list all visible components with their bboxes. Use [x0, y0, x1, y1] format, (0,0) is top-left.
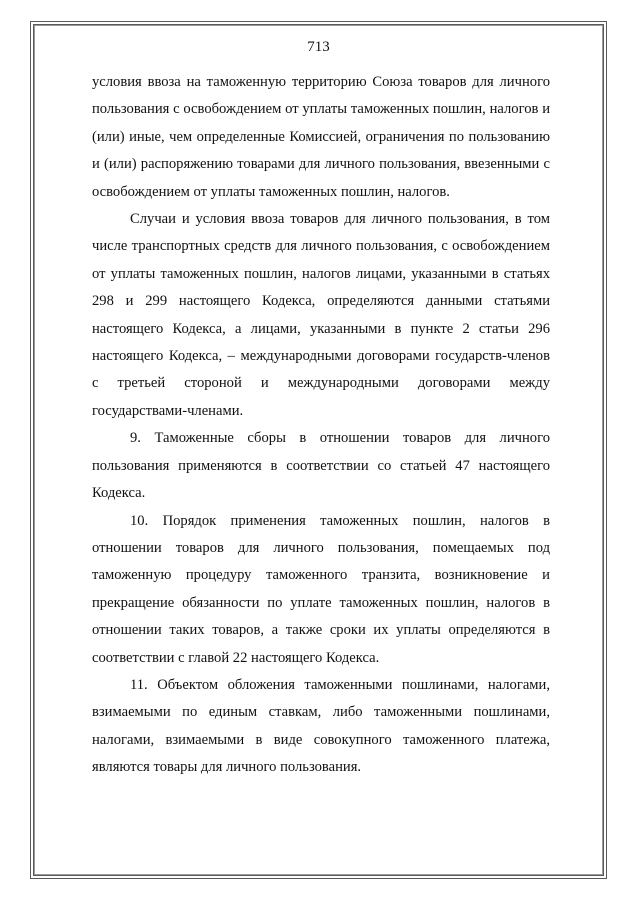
- page-frame: [30, 21, 607, 879]
- document-body: [92, 69, 550, 782]
- page-number: 713: [307, 39, 330, 55]
- paragraph-continuation: условия ввоза на таможенную территорию Союза товаров для личного пользования с освобождением от уплаты таможенных пошлин, налогов и (или) иные, чем определенные Комиссией, ограничения по пользованию и (или) распоряжению товарами для личного пользования, ввезенными с освобождением от уплаты таможенных пошлин, налогов.: [92, 74, 550, 200]
- paragraph-item-9: 9. Таможенные сборы в отношении товаров для личного пользования применяются в соответствии со статьей 47 настоящего Кодекса.: [92, 430, 550, 502]
- paragraph-item-11: 11. Объектом обложения таможенными пошлинами, налогами, взимаемыми по единым ставкам, либо таможенными пошлинами, налогами, взимаемыми в виде совокупного таможенного платежа, являются товары для личного пользования.: [92, 676, 550, 776]
- paragraph-item-10: 10. Порядок применения таможенных пошлин, налогов в отношении товаров для личного пользования, помещаемых под таможенную процедуру таможенного транзита, возникновение и прекращение обязанности по уплате таможенных пошлин, налогов в отношении таких товаров, а также сроки их уплаты определяются в соответствии с главой 22 настоящего Кодекса.: [92, 512, 550, 666]
- paragraph-cases-conditions: Случаи и условия ввоза товаров для личного пользования, в том числе транспортных средств для личного пользования, с освобождением от уплаты таможенных пошлин, налогов лицами, указанными в статьях 298 и 299 настоящего Кодекса, определяются данными статьями настоящего Кодекса, а лицами, указанными в пункте 2 статьи 296 настоящего Кодекса, – международными договорами государств-членов с третьей стороной и международными договорами между государствами-членами.: [92, 211, 550, 419]
